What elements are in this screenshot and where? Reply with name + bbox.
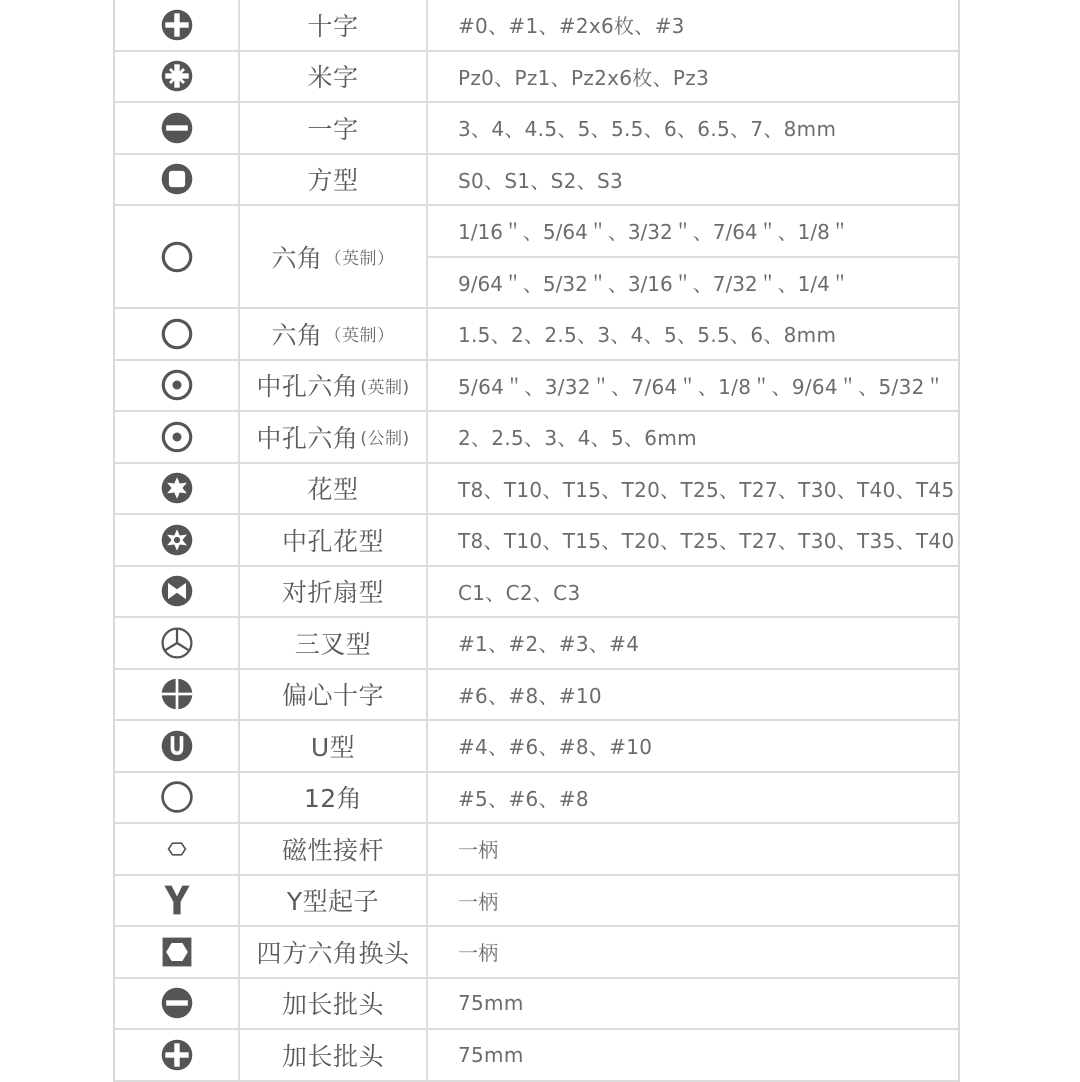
table-row: [115, 618, 958, 670]
bit-type-label: 偏心十字: [281, 681, 384, 711]
bit-type-name: [240, 361, 428, 411]
bit-type-name: [240, 515, 428, 565]
bit-type-name: [240, 721, 428, 771]
spec-text: 一柄: [458, 889, 499, 914]
y-driver-icon: [159, 882, 195, 918]
bit-type-sublabel: （英制）: [324, 249, 395, 269]
icon-cell: [115, 0, 240, 50]
offset-phillips-icon: [159, 676, 195, 712]
bit-type-sublabel: (公制): [360, 429, 410, 450]
bit-type-label: 花型: [307, 475, 359, 505]
spec-text: T8、T10、T15、T20、T25、T27、T30、T35、T40: [458, 529, 955, 554]
icon-cell: [115, 1030, 240, 1080]
icon-cell: [115, 670, 240, 720]
bit-type-name: [240, 670, 428, 720]
spec-text: #4、#6、#8、#10: [458, 735, 653, 760]
table-row: [115, 0, 958, 52]
bit-type-label: 磁性接杆: [281, 835, 384, 865]
security-torx-icon: [159, 522, 195, 558]
icon-cell: [115, 515, 240, 565]
table-row: [115, 155, 958, 207]
hex-icon: [159, 316, 195, 352]
spec-text: C1、C2、C3: [458, 580, 581, 605]
bit-type-label: 中孔六角: [256, 423, 359, 453]
icon-cell: [115, 464, 240, 514]
icon-cell: [115, 412, 240, 462]
pozidriv-icon: [159, 58, 195, 94]
bit-type-label: 对折扇型: [281, 578, 384, 608]
icon-cell: [115, 103, 240, 153]
icon-cell: [115, 567, 240, 617]
bit-type-name: [240, 412, 428, 462]
table-row: [115, 670, 958, 722]
bit-type-sublabel: （英制）: [324, 326, 395, 347]
torx-icon: [159, 470, 195, 506]
table-row: [115, 876, 958, 928]
spec-text: #5、#6、#8: [458, 786, 589, 811]
bit-type-name: [240, 618, 428, 668]
spec-text: 3、4、4.5、5、5.5、6、6.5、7、8mm: [458, 117, 837, 142]
security-hex-icon: [159, 419, 195, 455]
bit-type-label: 十字: [307, 11, 359, 41]
u-type-icon: [159, 728, 195, 764]
bit-type-name: [240, 567, 428, 617]
spec-text: 9/64＂、5/32＂、3/16＂、7/32＂、1/4＂: [428, 256, 958, 308]
bit-type-label: 加长批头: [281, 990, 384, 1020]
table-row: [115, 1030, 958, 1082]
bit-type-name: [240, 52, 428, 102]
icon-cell: [115, 206, 240, 307]
bit-type-label: Y型起子: [286, 887, 380, 917]
bit-spec-table: [113, 0, 960, 1082]
bit-type-label: 六角: [271, 243, 323, 273]
table-row: [115, 361, 958, 413]
bit-type-name: [240, 979, 428, 1029]
bit-type-label: 加长批头: [281, 1041, 384, 1071]
spec-text: 2、2.5、3、4、5、6mm: [458, 426, 697, 451]
bit-type-name: [240, 876, 428, 926]
table-row: [115, 309, 958, 361]
icon-cell: [115, 361, 240, 411]
table-row: [115, 464, 958, 516]
magnetic-extension-icon: [164, 836, 190, 862]
spec-cell: [428, 206, 958, 307]
icon-cell: [115, 927, 240, 977]
bit-type-name: [240, 927, 428, 977]
icon-cell: [115, 155, 240, 205]
spec-text: 75mm: [458, 1042, 524, 1067]
spec-text: #0、#1、#2x6枚、#3: [458, 14, 685, 39]
bit-type-name: [240, 824, 428, 874]
bit-type-label: 四方六角换头: [256, 938, 410, 968]
spec-text: 5/64＂、3/32＂、7/64＂、1/8＂、9/64＂、5/32＂: [458, 374, 945, 399]
slotted-icon: [159, 110, 195, 146]
table-row: [115, 103, 958, 155]
bit-type-sublabel: (英制): [360, 377, 410, 398]
bit-type-name: [240, 464, 428, 514]
icon-cell: [115, 824, 240, 874]
bit-type-name: [240, 0, 428, 50]
square-hex-adapter-icon: [159, 934, 195, 970]
bit-type-label: 米字: [307, 63, 359, 93]
bit-type-name: [240, 206, 428, 307]
bit-type-label: 中孔六角: [256, 372, 359, 402]
bit-type-label: 12角: [303, 784, 363, 814]
security-hex-icon: [159, 367, 195, 403]
bit-type-name: [240, 103, 428, 153]
phillips-icon: [159, 7, 195, 43]
table-row: [115, 515, 958, 567]
bit-type-name: [240, 773, 428, 823]
clutch-icon: [159, 573, 195, 609]
bit-type-name: [240, 155, 428, 205]
table-row: [115, 721, 958, 773]
bit-type-label: 一字: [307, 114, 359, 144]
icon-cell: [115, 979, 240, 1029]
table-row: [115, 52, 958, 104]
table-row: [115, 773, 958, 825]
table-row: [115, 979, 958, 1031]
icon-cell: [115, 52, 240, 102]
bit-type-label: U型: [310, 732, 356, 762]
spec-text: T8、T10、T15、T20、T25、T27、T30、T40、T45: [458, 477, 955, 502]
icon-cell: [115, 773, 240, 823]
square-icon: [159, 161, 195, 197]
tri-wing-icon: [159, 625, 195, 661]
icon-cell: [115, 721, 240, 771]
spec-text: 一柄: [458, 838, 499, 863]
spec-text: #6、#8、#10: [458, 683, 602, 708]
bit-type-label: 中孔花型: [281, 526, 384, 556]
table-row: [115, 206, 958, 309]
spec-text: S0、S1、S2、S3: [458, 168, 623, 193]
icon-cell: [115, 618, 240, 668]
table-row: [115, 824, 958, 876]
spec-text: Pz0、Pz1、Pz2x6枚、Pz3: [458, 65, 710, 90]
table-row: [115, 567, 958, 619]
spec-text: 1.5、2、2.5、3、4、5、5.5、6、8mm: [458, 323, 837, 348]
bit-type-label: 三叉型: [294, 629, 372, 659]
icon-cell: [115, 309, 240, 359]
twelve-point-icon: [159, 779, 195, 815]
bit-type-name: [240, 309, 428, 359]
icon-cell: [115, 876, 240, 926]
hex-icon: [159, 239, 195, 275]
spec-text: 75mm: [458, 991, 524, 1016]
table-row: [115, 927, 958, 979]
spec-text: #1、#2、#3、#4: [458, 632, 640, 657]
phillips-icon: [159, 1037, 195, 1073]
slotted-icon: [159, 985, 195, 1021]
spec-text: 一柄: [458, 941, 499, 966]
bit-type-name: [240, 1030, 428, 1080]
spec-text: 1/16＂、5/64＂、3/32＂、7/64＂、1/8＂: [458, 220, 850, 245]
bit-type-label: 六角: [271, 320, 323, 350]
bit-type-label: 方型: [307, 166, 359, 196]
table-row: [115, 412, 958, 464]
